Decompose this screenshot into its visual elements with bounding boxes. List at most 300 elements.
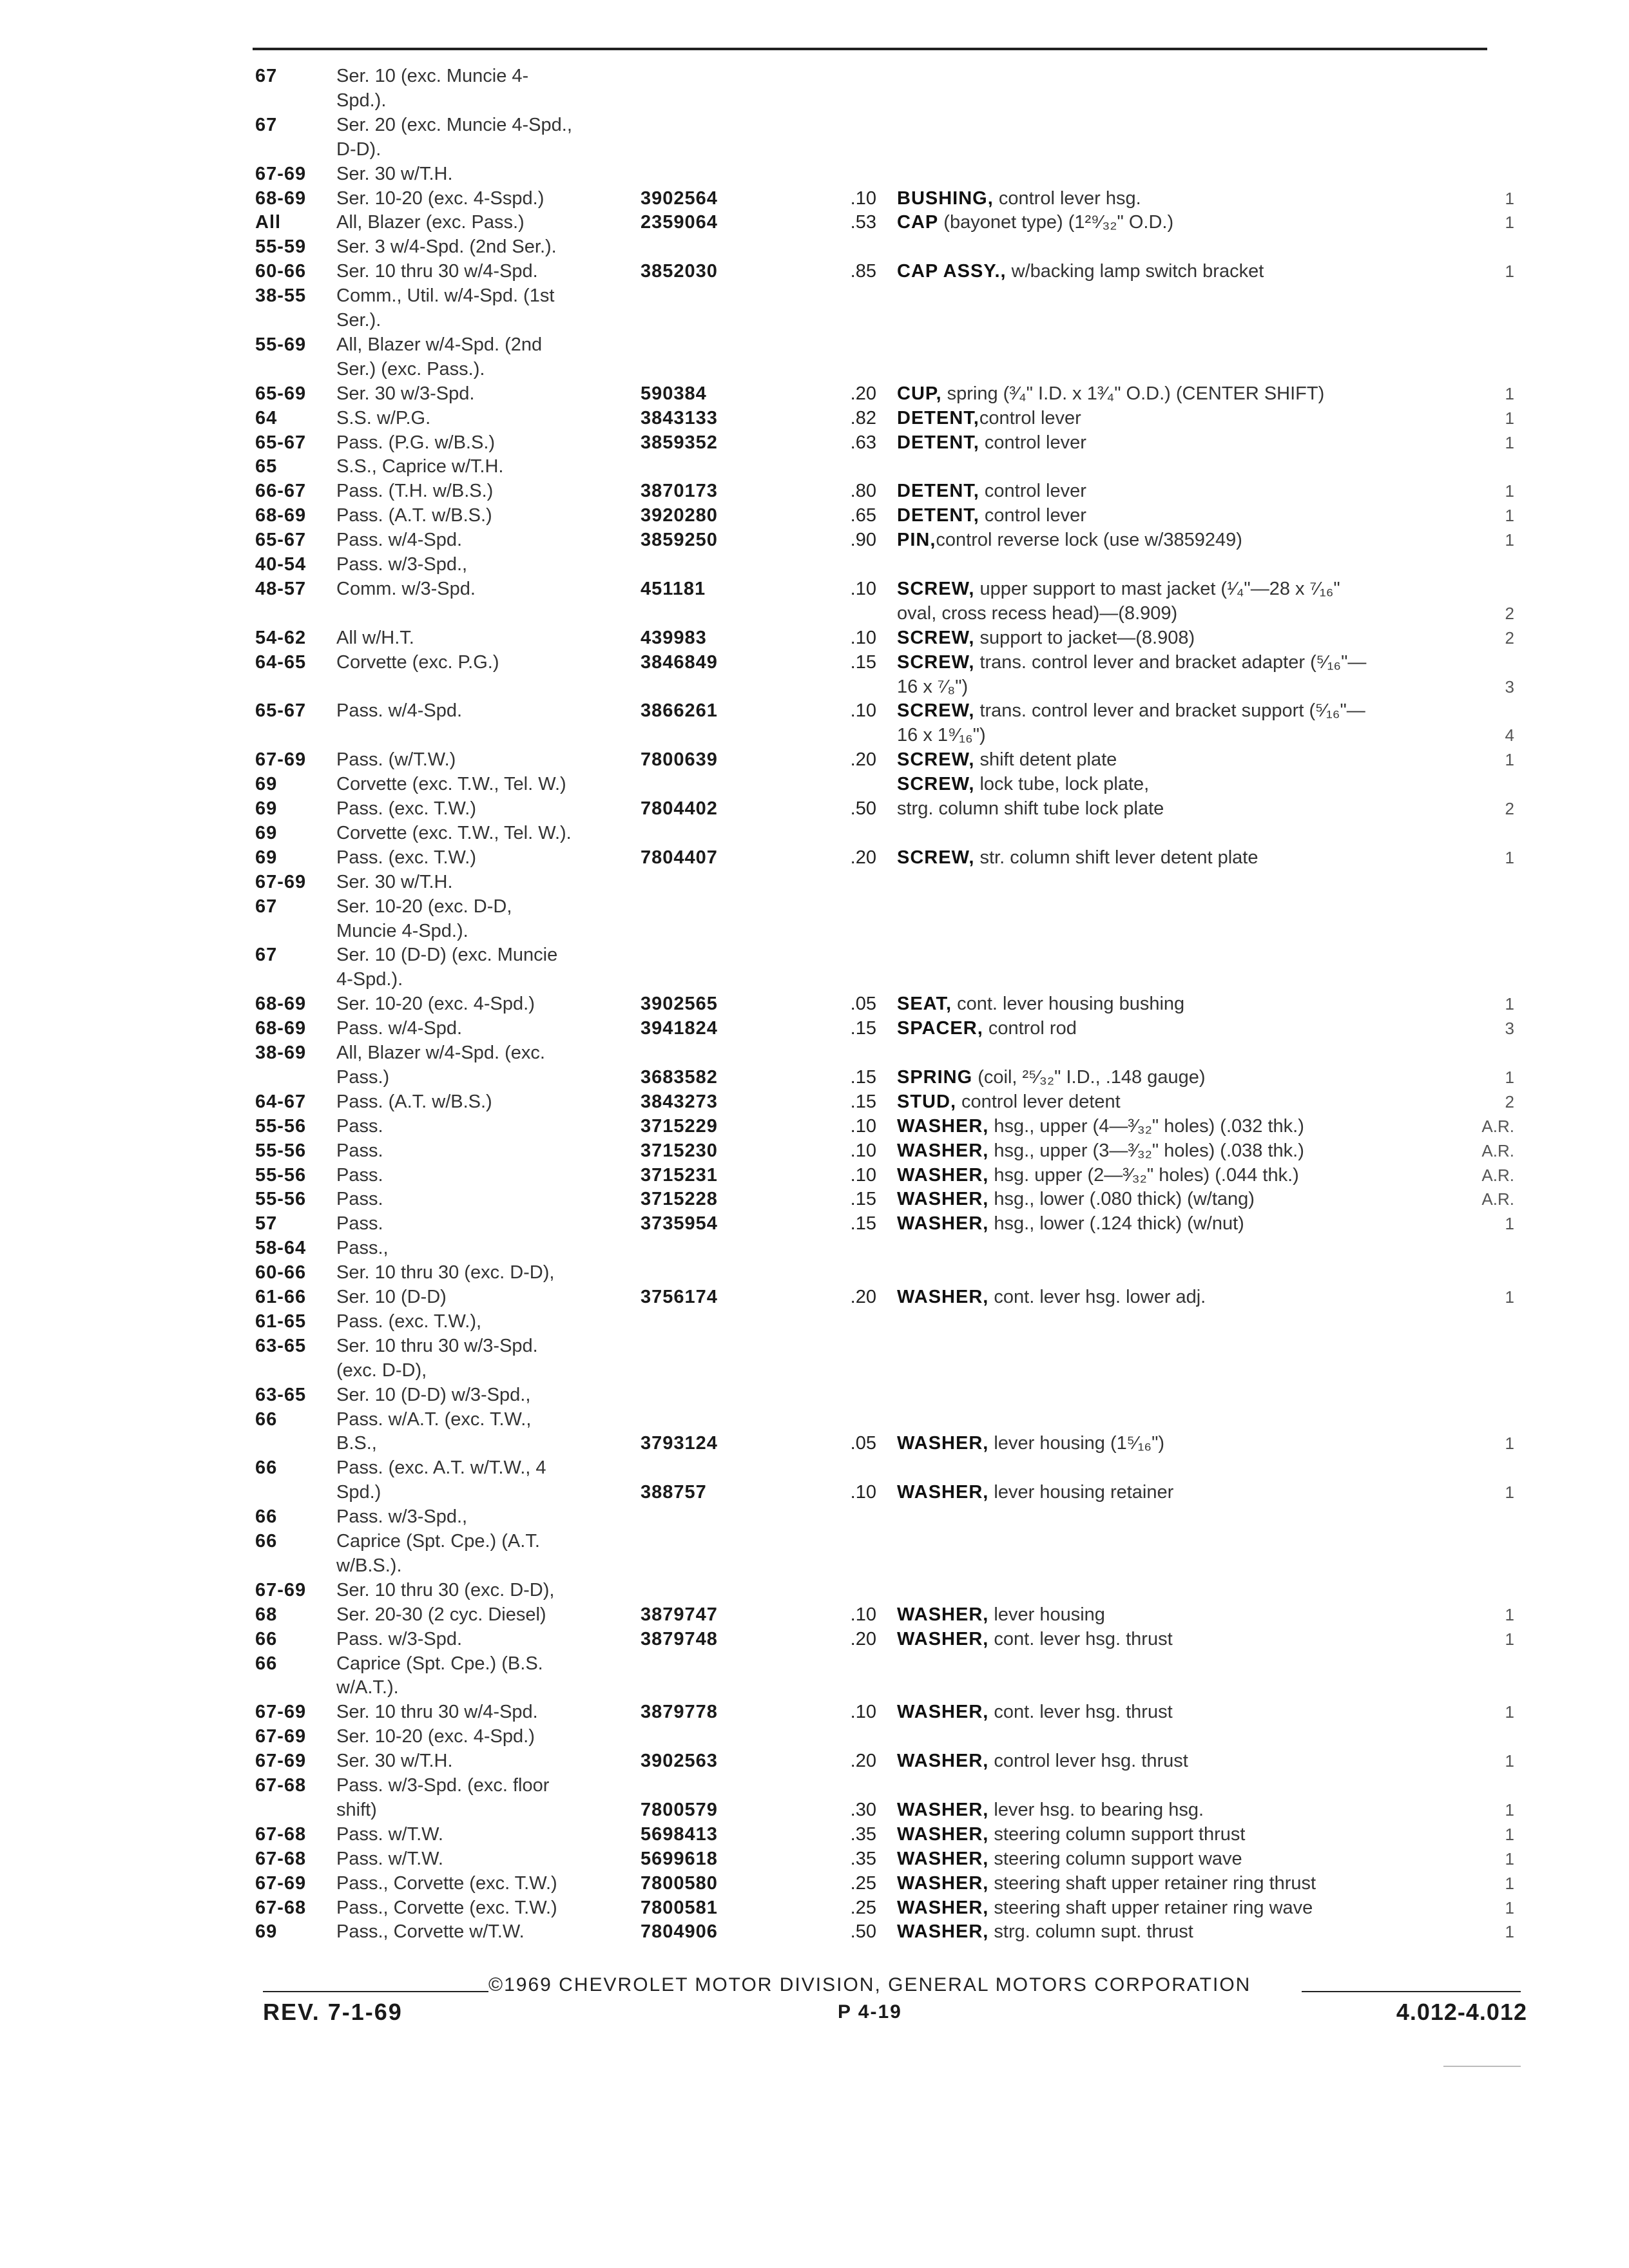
model-years: 65-69 — [255, 383, 307, 404]
quantity: 1 — [1505, 1800, 1514, 1820]
catalog-row — [0, 602, 1629, 625]
catalog-row — [0, 187, 1629, 210]
catalog-row — [0, 1725, 1629, 1748]
list-price: .15 — [850, 1066, 876, 1088]
application: Ser. 10-20 (exc. D-D, — [336, 896, 512, 917]
catalog-row — [0, 1847, 1629, 1870]
application: Ser. 30 w/T.H. — [336, 871, 453, 892]
quantity: 2 — [1505, 603, 1514, 623]
list-price: .20 — [850, 847, 876, 868]
part-number: 3941824 — [641, 1018, 718, 1039]
item-detail: hsg., upper (3—³⁄₃₂" holes) (.038 thk.) — [988, 1140, 1304, 1161]
description — [897, 1749, 1188, 1773]
quantity: A.R. — [1481, 1189, 1514, 1209]
model-years: 69 — [255, 798, 278, 819]
item-detail: cont. lever hsg. thrust — [988, 1702, 1173, 1723]
list-price: .10 — [850, 1604, 876, 1625]
catalog-row — [0, 1872, 1629, 1895]
application: w/B.S.). — [336, 1555, 402, 1576]
description — [897, 260, 1264, 283]
item-name: SCREW, — [897, 749, 975, 771]
application: Corvette (exc. T.W., Tel. W.). — [336, 822, 572, 843]
description — [897, 1187, 1255, 1211]
catalog-row — [0, 895, 1629, 918]
item-detail: control lever hsg. — [993, 187, 1141, 209]
part-number: 3756174 — [641, 1287, 718, 1307]
description — [897, 602, 1177, 625]
description — [897, 407, 1081, 430]
model-years: 66 — [255, 1408, 278, 1430]
catalog-row — [0, 1823, 1629, 1846]
item-detail: steering shaft upper retainer ring thrust — [988, 1872, 1316, 1894]
quantity: 1 — [1505, 1898, 1514, 1917]
item-name: STUD, — [897, 1091, 956, 1112]
catalog-row — [0, 1285, 1629, 1309]
item-name: SCREW, — [897, 700, 975, 722]
quantity: 1 — [1505, 1702, 1514, 1722]
description — [897, 1872, 1316, 1895]
item-detail: lever housing retainer — [988, 1482, 1174, 1503]
application: Pass. — [336, 1164, 383, 1186]
description — [897, 797, 1164, 820]
application: Ser. 20-30 (2 cyc. Diesel) — [336, 1604, 546, 1625]
application: Ser. 10-20 (exc. 4-Spd.) — [336, 1726, 535, 1747]
model-years: 55-56 — [255, 1115, 307, 1137]
application: 4-Spd.). — [336, 969, 403, 990]
description — [897, 1115, 1304, 1138]
item-detail: trans. control lever and bracket support (⁵⁄₁₆"— — [974, 700, 1365, 722]
quantity: 1 — [1505, 481, 1514, 501]
item-detail: cont. lever housing bushing — [952, 994, 1185, 1015]
description — [897, 1066, 1206, 1089]
model-years: 38-69 — [255, 1043, 307, 1063]
corner-mark — [1443, 2066, 1521, 2067]
item-name: PIN, — [897, 530, 936, 551]
model-years: 63-65 — [255, 1335, 307, 1356]
list-price: .10 — [850, 578, 876, 599]
part-number: 3859250 — [641, 530, 718, 551]
model-years: 64-65 — [255, 651, 307, 673]
application: Pass. — [336, 1115, 383, 1137]
application: Ser. 10 thru 30 (exc. D-D), — [336, 1262, 555, 1283]
footer-rule-right — [1302, 1991, 1521, 1992]
item-name: DETENT, — [897, 407, 979, 428]
catalog-row — [0, 504, 1629, 527]
quantity: 2 — [1505, 799, 1514, 818]
application: D-D). — [336, 139, 381, 160]
application: Ser.). — [336, 310, 381, 331]
quantity: 1 — [1505, 1214, 1514, 1234]
quantity: 1 — [1505, 506, 1514, 526]
part-number: 2359064 — [641, 212, 718, 233]
application: w/A.T.). — [336, 1677, 399, 1698]
part-number: 3715230 — [641, 1140, 718, 1161]
item-detail: hsg., lower (.124 thick) (w/nut) — [988, 1213, 1244, 1235]
quantity: 1 — [1505, 1434, 1514, 1454]
description — [897, 724, 986, 747]
list-price: .20 — [850, 1628, 876, 1649]
catalog-row — [0, 797, 1629, 820]
model-years: 66 — [255, 1628, 278, 1649]
model-years: 55-56 — [255, 1140, 307, 1161]
catalog-row — [0, 919, 1629, 943]
catalog-row — [0, 479, 1629, 503]
model-years: 68-69 — [255, 994, 307, 1015]
item-name: DETENT, — [897, 481, 979, 502]
item-detail: control lever — [979, 505, 1086, 526]
catalog-row — [0, 1041, 1629, 1064]
catalog-row — [0, 89, 1629, 112]
part-number: 7800581 — [641, 1897, 718, 1918]
application: All w/H.T. — [336, 627, 414, 648]
part-number: 3879748 — [641, 1628, 718, 1649]
item-detail: oval, cross recess head)—(8.909) — [897, 602, 1178, 624]
application: Ser.) (exc. Pass.). — [336, 358, 485, 380]
model-years: 67-69 — [255, 1579, 307, 1600]
item-name: CAP ASSY., — [897, 261, 1007, 282]
application: Pass. w/T.W. — [336, 1823, 443, 1845]
description — [897, 699, 1365, 722]
part-number: 7800580 — [641, 1872, 718, 1894]
catalog-row — [0, 1408, 1629, 1431]
item-detail: trans. control lever and bracket adapter (⁵⁄₁₆"— — [974, 651, 1367, 673]
list-price: .80 — [850, 481, 876, 502]
description — [897, 1432, 1164, 1455]
list-price: .20 — [850, 1287, 876, 1307]
application: Ser. 10 thru 30 (exc. D-D), — [336, 1579, 555, 1600]
item-name: WASHER, — [897, 1702, 989, 1723]
catalog-row — [0, 773, 1629, 796]
list-price: .10 — [850, 1482, 876, 1503]
catalog-row — [0, 113, 1629, 137]
catalog-row — [0, 455, 1629, 478]
list-price: .10 — [850, 1140, 876, 1161]
quantity: 1 — [1505, 1873, 1514, 1893]
catalog-row — [0, 1456, 1629, 1479]
application: Pass. (exc. T.W.), — [336, 1311, 482, 1332]
list-price: .15 — [850, 1018, 876, 1039]
application: shift) — [336, 1799, 377, 1820]
item-detail: control reverse lock (use w/3859249) — [936, 530, 1242, 551]
application: Pass., — [336, 1238, 389, 1259]
description — [897, 1139, 1304, 1162]
application: Comm. w/3-Spd. — [336, 578, 476, 599]
item-detail: cont. lever hsg. thrust — [988, 1628, 1173, 1649]
item-detail: steering column support wave — [988, 1848, 1242, 1869]
item-name: SCREW, — [897, 774, 975, 795]
item-name: DETENT, — [897, 505, 979, 526]
model-years: 57 — [255, 1213, 278, 1235]
catalog-row — [0, 1774, 1629, 1797]
quantity: 1 — [1505, 262, 1514, 282]
quantity: 1 — [1505, 1751, 1514, 1771]
model-years: 67-69 — [255, 749, 307, 771]
part-number: 3683582 — [641, 1066, 718, 1088]
application: S.S., Caprice w/T.H. — [336, 456, 504, 477]
application: Pass.) — [336, 1066, 390, 1088]
model-years: 68 — [255, 1604, 278, 1625]
description — [897, 528, 1242, 552]
part-number: 5699618 — [641, 1848, 718, 1869]
application: (exc. D-D), — [336, 1360, 427, 1381]
item-detail: cont. lever hsg. lower adj. — [988, 1287, 1206, 1307]
quantity: 1 — [1505, 1922, 1514, 1942]
description — [897, 1823, 1246, 1846]
part-number: 3859352 — [641, 432, 718, 453]
description — [897, 431, 1086, 454]
catalog-row — [0, 211, 1629, 234]
item-name: WASHER, — [897, 1213, 989, 1235]
part-number: 7804407 — [641, 847, 718, 868]
quantity: 2 — [1505, 628, 1514, 648]
item-name: SCREW, — [897, 847, 975, 868]
list-price: .05 — [850, 1433, 876, 1454]
application: Caprice (Spt. Cpe.) (A.T. — [336, 1531, 540, 1552]
item-detail: lever hsg. to bearing hsg. — [988, 1799, 1204, 1820]
catalog-row — [0, 1481, 1629, 1504]
model-years: 38-55 — [255, 285, 307, 307]
catalog-row — [0, 724, 1629, 747]
catalog-row — [0, 1139, 1629, 1162]
catalog-row — [0, 64, 1629, 88]
list-price: .10 — [850, 627, 876, 648]
quantity: 1 — [1505, 1629, 1514, 1649]
list-price: .35 — [850, 1823, 876, 1845]
application: Ser. 10 (D-D) — [336, 1287, 447, 1307]
catalog-row — [0, 968, 1629, 991]
application: Ser. 30 w/3-Spd. — [336, 383, 475, 404]
part-number: 3735954 — [641, 1213, 718, 1235]
item-name: SEAT, — [897, 994, 952, 1015]
quantity: 3 — [1505, 677, 1514, 697]
list-price: .10 — [850, 1115, 876, 1137]
copyright-notice: ©1969 CHEVROLET MOTOR DIVISION, GENERAL MOTORS CORPORATION — [488, 1974, 1251, 1995]
quantity: A.R. — [1481, 1116, 1514, 1136]
application: Spd.) — [336, 1482, 381, 1503]
model-years: 55-59 — [255, 236, 307, 258]
quantity: 1 — [1505, 188, 1514, 208]
description — [897, 846, 1258, 869]
catalog-row — [0, 748, 1629, 771]
quantity: 1 — [1505, 1824, 1514, 1844]
model-years: 69 — [255, 1921, 278, 1943]
item-detail: upper support to mast jacket (¹⁄₄"—28 x ⁷⁄₁₆" — [974, 578, 1340, 599]
catalog-row — [0, 577, 1629, 601]
description — [897, 1603, 1105, 1626]
quantity: 1 — [1505, 1067, 1514, 1087]
application: Pass. (exc. T.W.) — [336, 847, 477, 868]
quantity: 4 — [1505, 726, 1514, 745]
catalog-row — [0, 1090, 1629, 1113]
description — [897, 992, 1184, 1015]
model-years: 67 — [255, 945, 278, 966]
catalog-row — [0, 1676, 1629, 1699]
quantity: 1 — [1505, 1849, 1514, 1869]
item-name: WASHER, — [897, 1164, 989, 1186]
catalog-row — [0, 1017, 1629, 1040]
application: Pass., Corvette w/T.W. — [336, 1921, 525, 1943]
item-name: WASHER, — [897, 1140, 989, 1161]
part-number: 590384 — [641, 383, 707, 404]
description — [897, 382, 1324, 405]
catalog-row — [0, 284, 1629, 307]
application: Ser. 10 (D-D) w/3-Spd., — [336, 1384, 531, 1405]
part-number: 439983 — [641, 627, 707, 648]
catalog-row — [0, 675, 1629, 698]
application: Pass. (A.T. w/B.S.) — [336, 505, 492, 526]
catalog-row — [0, 1261, 1629, 1284]
item-name: DETENT, — [897, 432, 979, 453]
item-name: SPACER, — [897, 1018, 983, 1039]
quantity: 1 — [1505, 750, 1514, 770]
application: Ser. 10 thru 30 w/4-Spd. — [336, 261, 538, 282]
item-name: SCREW, — [897, 627, 975, 648]
model-years: 63-65 — [255, 1384, 307, 1405]
catalog-row — [0, 651, 1629, 674]
description — [897, 187, 1141, 210]
description — [897, 773, 1149, 796]
list-price: .20 — [850, 749, 876, 771]
model-years: 67-68 — [255, 1897, 307, 1918]
part-number: 451181 — [641, 578, 706, 599]
application: Pass. w/3-Spd. — [336, 1628, 463, 1649]
application: S.S. w/P.G. — [336, 407, 431, 428]
application: All, Blazer (exc. Pass.) — [336, 212, 525, 233]
model-years: 65 — [255, 456, 278, 477]
application: Pass., Corvette (exc. T.W.) — [336, 1872, 557, 1894]
catalog-row — [0, 1652, 1629, 1675]
item-detail: control lever hsg. thrust — [988, 1751, 1188, 1772]
catalog-row — [0, 162, 1629, 186]
model-years: All — [255, 212, 282, 233]
catalog-row — [0, 138, 1629, 161]
description — [897, 1017, 1077, 1040]
part-number: 7804906 — [641, 1921, 718, 1943]
catalog-row — [0, 1920, 1629, 1943]
item-detail: 16 x 1⁹⁄₁₆") — [897, 725, 986, 746]
part-number: 3715228 — [641, 1189, 718, 1210]
description — [897, 211, 1173, 234]
item-name: SCREW, — [897, 578, 975, 599]
model-years: 67 — [255, 896, 278, 917]
application: Spd.). — [336, 90, 387, 111]
item-name: WASHER, — [897, 1287, 989, 1307]
footer-rule-left — [263, 1991, 488, 1992]
list-price: .82 — [850, 407, 876, 428]
item-detail: str. column shift lever detent plate — [974, 847, 1258, 868]
quantity: A.R. — [1481, 1165, 1514, 1185]
item-name: WASHER, — [897, 1433, 989, 1454]
part-number: 3846849 — [641, 651, 718, 673]
catalog-row — [0, 1115, 1629, 1138]
list-price: .65 — [850, 505, 876, 526]
application: All, Blazer w/4-Spd. (2nd — [336, 334, 543, 355]
item-detail: lever housing — [988, 1604, 1105, 1625]
catalog-row — [0, 870, 1629, 894]
list-price: .05 — [850, 994, 876, 1015]
application: Caprice (Spt. Cpe.) (B.S. — [336, 1653, 543, 1674]
quantity: 1 — [1505, 432, 1514, 452]
description — [897, 479, 1086, 503]
application: Pass. (w/T.W.) — [336, 749, 456, 771]
application: Pass. w/T.W. — [336, 1848, 443, 1869]
item-detail: (bayonet type) (1²⁹⁄₃₂" O.D.) — [938, 212, 1174, 233]
catalog-row — [0, 358, 1629, 381]
application: Pass. w/3-Spd. (exc. floor — [336, 1775, 550, 1796]
application: Pass. w/4-Spd. — [336, 1018, 463, 1039]
catalog-row — [0, 528, 1629, 552]
list-price: .90 — [850, 530, 876, 551]
part-number: 3902565 — [641, 994, 718, 1015]
model-years: 55-69 — [255, 334, 307, 355]
model-years: 67-69 — [255, 163, 307, 184]
model-years: 65-67 — [255, 700, 307, 722]
list-price: .50 — [850, 798, 876, 819]
application: Pass. — [336, 1140, 383, 1161]
list-price: .20 — [850, 1751, 876, 1772]
item-name: CUP, — [897, 383, 942, 404]
model-years: 69 — [255, 774, 278, 795]
application: Pass. (exc. A.T. w/T.W., 4 — [336, 1457, 546, 1479]
model-years: 67-69 — [255, 1751, 307, 1772]
application: Corvette (exc. P.G.) — [336, 651, 499, 673]
model-years: 67-69 — [255, 871, 307, 892]
item-name: WASHER, — [897, 1482, 989, 1503]
item-detail: strg. column supt. thrust — [988, 1921, 1193, 1943]
model-years: 66-67 — [255, 481, 307, 502]
item-detail: support to jacket—(8.908) — [974, 627, 1195, 648]
quantity: 1 — [1505, 1483, 1514, 1503]
model-years: 55-56 — [255, 1164, 307, 1186]
description — [897, 1700, 1173, 1724]
model-years: 68-69 — [255, 505, 307, 526]
item-name: WASHER, — [897, 1115, 989, 1137]
item-detail: control rod — [983, 1018, 1077, 1039]
application: Pass. (exc. T.W.) — [336, 798, 477, 819]
quantity: 1 — [1505, 1604, 1514, 1624]
application: Pass. (T.H. w/B.S.) — [336, 481, 494, 502]
item-detail: shift detent plate — [974, 749, 1117, 771]
catalog-row — [0, 1896, 1629, 1919]
model-years: 60-66 — [255, 1262, 307, 1283]
quantity: 1 — [1505, 994, 1514, 1014]
model-years: 69 — [255, 847, 278, 868]
quantity: 3 — [1505, 1019, 1514, 1039]
application: All, Blazer w/4-Spd. (exc. — [336, 1043, 545, 1063]
model-years: 68-69 — [255, 1018, 307, 1039]
item-detail: control lever — [979, 481, 1086, 502]
quantity: 1 — [1505, 1287, 1514, 1307]
catalog-row — [0, 846, 1629, 869]
application: Pass. — [336, 1189, 383, 1210]
list-price: .25 — [850, 1872, 876, 1894]
model-years: 61-66 — [255, 1287, 307, 1307]
list-price: .30 — [850, 1799, 876, 1820]
description — [897, 1164, 1299, 1187]
description — [897, 1896, 1313, 1919]
model-years: 64-67 — [255, 1091, 307, 1112]
catalog-row — [0, 1066, 1629, 1089]
model-years: 65-67 — [255, 432, 307, 453]
description — [897, 675, 968, 698]
list-price: .53 — [850, 212, 876, 233]
application: Ser. 10 (exc. Muncie 4- — [336, 66, 529, 86]
list-price: .15 — [850, 651, 876, 673]
part-number: 3870173 — [641, 481, 718, 502]
list-price: .10 — [850, 187, 876, 209]
quantity: 1 — [1505, 408, 1514, 428]
item-name: CAP — [897, 212, 939, 233]
